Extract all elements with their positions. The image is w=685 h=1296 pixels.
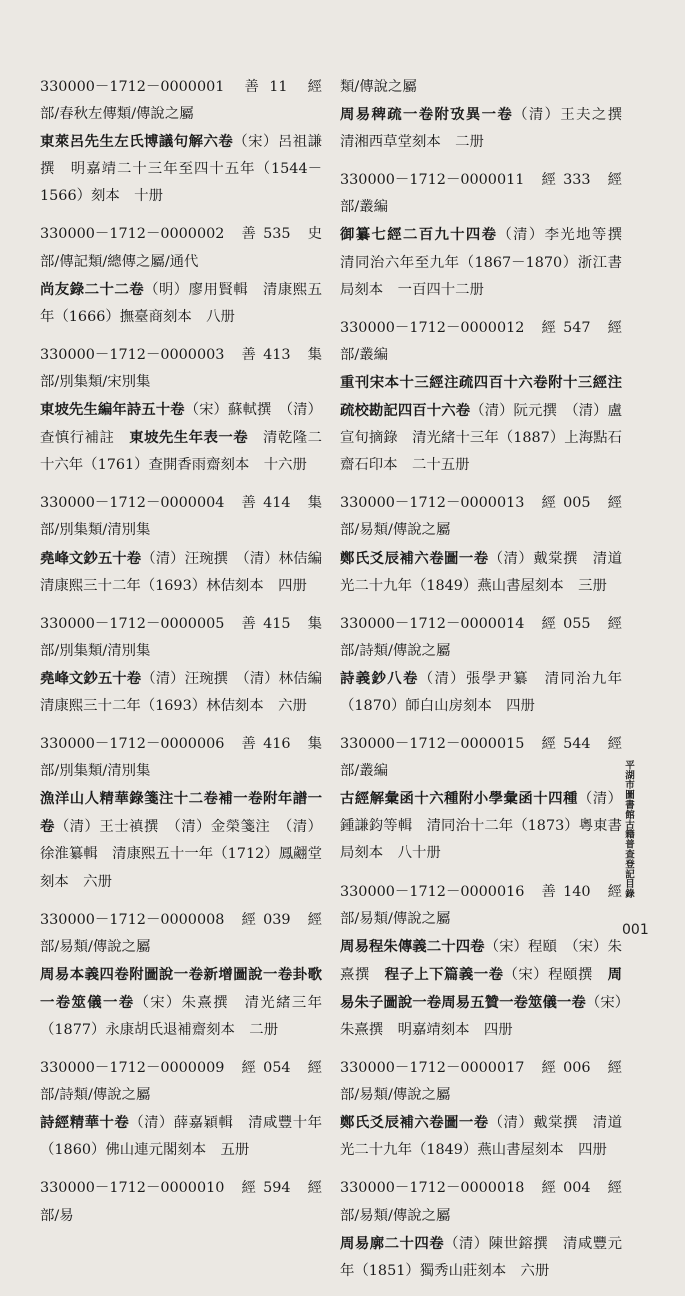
entry-body [40, 545, 337, 600]
catalog-entry [40, 611, 337, 720]
entry-details: （明）廖用賢輯 清康熙五年（1666）撫臺商刻本 八册 [40, 281, 322, 325]
entry-body [40, 276, 322, 331]
catalog-entry [340, 167, 637, 303]
entry-details: （清）李光地等撰 清同治六年至九年（1867－1870）浙江書局刻本 一百四十二册 [340, 227, 637, 298]
entry-body [340, 1109, 622, 1164]
entry-body [40, 1109, 322, 1164]
entry-id: 330000－1712－0000018 經 004 經部/易類/傳說之屬 [340, 1180, 622, 1224]
entry-body [340, 665, 622, 720]
book-title: 古經解彙函十六種附小學彙函十四種 [340, 790, 578, 808]
entry-details: （清）王士禛撰 （清）金榮箋注 （清）徐淮纂輯 清康熙五十一年（1712）鳳翽堂刻本 六册 [40, 819, 322, 890]
entry-details: （清）張學尹纂 清同治九年（1870）師白山房刻本 四册 [340, 670, 622, 714]
entry-id: 330000－1712－0000001 善 11 經部/春秋左傳類/傳說之屬 [40, 79, 322, 123]
book-title: 東坡先生年表一卷 [129, 429, 249, 447]
entry-id: 330000－1712－0000013 經 005 經部/易類/傳說之屬 [340, 495, 622, 539]
entry-details: （清）鍾謙鈞等輯 清同治十二年（1873）粵東書局刻本 八十册 [340, 791, 622, 862]
running-title: 平湖市圖書館古籍普查登記目錄 [623, 760, 634, 899]
entry-details: （宋）程頤 （宋）朱熹撰 [340, 938, 622, 983]
entry-id: 330000－1712－0000009 經 054 經部/詩類/傳說之屬 [40, 1060, 322, 1104]
entry-id: 330000－1712－0000016 善 140 經部/易類/傳說之屬 [340, 883, 622, 927]
entry-id: 330000－1712－0000012 經 547 經部/叢編 [340, 319, 622, 363]
book-title: 周易程朱傳義二十四卷 [340, 937, 485, 955]
entry-body [340, 785, 622, 867]
catalog-entry [40, 74, 322, 210]
book-title: 東萊呂先生左氏博議句解六卷 [40, 133, 234, 151]
entry-details: （清）戴棠撰 清道光二十九年（1849）燕山書屋刻本 三册 [340, 550, 622, 594]
entry-details: 清乾隆二十六年（1761）查開香雨齋刻本 十六册 [40, 430, 322, 474]
entry-body [40, 961, 322, 1044]
book-title: 詩義鈔八卷 [340, 669, 419, 687]
entry-body [340, 545, 622, 600]
entry-details: （清）汪琬撰 （清）林佶編 清康熙三十二年（1693）林佶刻本 六册 [40, 670, 337, 714]
entry-id: 330000－1712－0000015 經 544 經部/叢編 [340, 736, 622, 780]
catalog-entry [340, 490, 622, 599]
catalog-entry [40, 490, 337, 599]
entry-id: 330000－1712－0000003 善 413 集部/別集類/宋別集 [40, 346, 322, 390]
catalog-entry [40, 1055, 322, 1164]
entry-id: 330000－1712－0000017 經 006 經部/易類/傳說之屬 [340, 1060, 622, 1104]
entry-body [40, 128, 322, 210]
entry-details: （宋）蘇軾撰 （清）查慎行補註 [40, 402, 322, 447]
entry-details: （清）阮元撰 （清）盧宣旬摘錄 清光緒十三年（1887）上海點石齋石印本 二十五册 [340, 403, 622, 474]
entry-details: （清）王夫之撰 清湘西草堂刻本 二册 [340, 107, 637, 151]
book-title: 堯峰文鈔五十卷 [40, 669, 142, 687]
book-title: 周易稗疏一卷附攷異一卷 [340, 106, 514, 124]
book-title: 漁洋山人精華錄箋注十二卷補一卷附年譜一卷 [40, 790, 322, 836]
entry-id: 330000－1712－0000008 經 039 經部/易類/傳說之屬 [40, 911, 322, 955]
catalog-entry [40, 221, 322, 330]
entry-body [340, 101, 637, 156]
entry-body [340, 221, 637, 303]
book-title: 詩經精華十卷 [40, 1114, 130, 1132]
book-title: 重刊宋本十三經注疏四百十六卷附十三經注疏校勘記四百十六卷 [340, 373, 622, 420]
catalog-entry [340, 879, 622, 1045]
entry-details: （宋）程頤撰 [503, 966, 608, 983]
catalog-entry [340, 731, 622, 867]
catalog-entry [340, 1175, 622, 1284]
catalog-entry [40, 1175, 322, 1229]
entry-details: （宋）朱熹撰 明嘉靖刻本 四册 [340, 994, 622, 1038]
book-title: 鄭氏爻辰補六卷圖一卷 [340, 1114, 489, 1132]
left-column [40, 74, 337, 1241]
entry-details: （清）戴棠撰 清道光二十九年（1849）燕山書屋刻本 四册 [340, 1115, 622, 1159]
catalog-entry [340, 611, 622, 720]
entry-details: （清）薛嘉穎輯 清咸豐十年（1860）佛山連元閣刻本 五册 [40, 1115, 322, 1159]
book-title: 周易本義四卷附圖說一卷新增圖說一卷卦歌一卷筮儀一卷 [40, 965, 322, 1011]
catalog-entry [340, 1055, 622, 1164]
entry-details: （清）陳世鎔撰 清咸豐元年（1851）獨秀山莊刻本 六册 [340, 1235, 622, 1279]
entry-id: 330000－1712－0000014 經 055 經部/詩類/傳說之屬 [340, 615, 622, 659]
catalog-entry [40, 907, 322, 1044]
book-title: 尚友錄二十二卷 [40, 280, 145, 298]
entry-id: 330000－1712－0000010 經 594 經部/易 [40, 1180, 322, 1224]
catalog-entry [40, 342, 322, 479]
catalog-entry [340, 74, 637, 156]
book-title: 鄭氏爻辰補六卷圖一卷 [340, 549, 489, 567]
entry-body [40, 396, 322, 479]
book-title: 周易廓二十四卷 [340, 1234, 445, 1252]
book-title: 周易朱子圖說一卷周易五贊一卷筮儀一卷 [340, 965, 622, 1011]
entry-details: （宋）呂祖謙撰 明嘉靖二十三年至四十五年（1544－1566）刻本 十册 [40, 134, 322, 205]
book-title: 東坡先生編年詩五十卷 [40, 401, 185, 419]
entry-id: 330000－1712－0000004 善 414 集部/別集類/清別集 [40, 495, 322, 539]
book-title: 堯峰文鈔五十卷 [40, 549, 142, 567]
entry-details: （宋）朱熹撰 清光緒三年（1877）永康胡氏退補齋刻本 二册 [40, 994, 322, 1038]
entry-body [340, 1230, 622, 1285]
entry-details: （清）汪琬撰 （清）林佶編 清康熙三十二年（1693）林佶刻本 四册 [40, 550, 337, 594]
entry-id: 330000－1712－0000006 善 416 集部/別集類/清別集 [40, 736, 322, 780]
entry-id: 330000－1712－0000002 善 535 史部/傳記類/總傳之屬/通代 [40, 226, 322, 270]
entry-body [340, 369, 622, 479]
entry-body [40, 785, 322, 895]
catalog-entry [40, 731, 322, 896]
entry-id: 330000－1712－0000005 善 415 集部/別集類/清別集 [40, 615, 322, 659]
entry-body [340, 933, 622, 1044]
entry-id: 330000－1712－0000011 經 333 經部/叢編 [340, 172, 622, 216]
entry-id: 類/傳說之屬 [340, 79, 417, 95]
book-title: 御纂七經二百九十四卷 [340, 226, 498, 244]
book-title: 程子上下篇義一卷 [384, 965, 504, 983]
entry-body [40, 665, 337, 720]
page-number: 001 [622, 922, 649, 938]
catalog-entry [340, 315, 622, 480]
